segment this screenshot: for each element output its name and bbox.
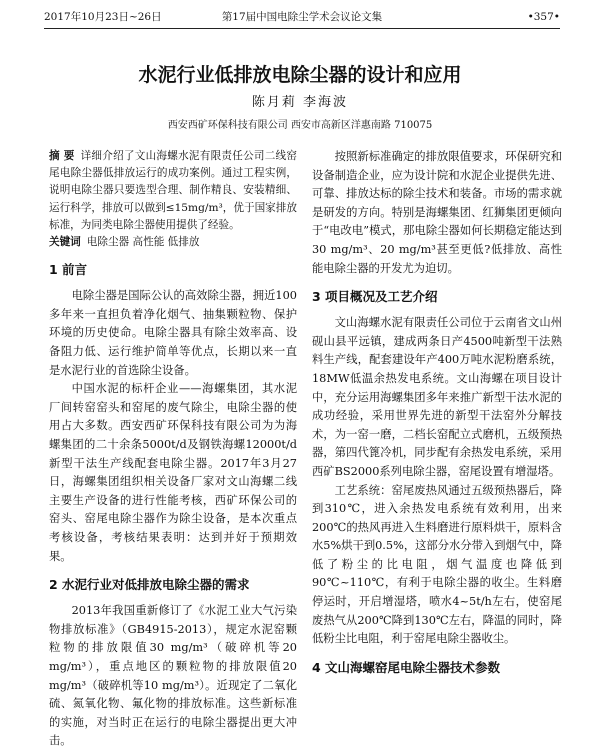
page-number: •357• xyxy=(527,11,560,23)
section-1-paragraph: 电除尘器是国际公认的高效除尘器，拥近100多年来一直担负着净化烟气、抽集颗粒物、保护环境的历史使命。电除尘器具有除尘效率高、设备阻力低、运行维护简单等优点，长期以来一直是水泥行业的首选除尘设备。 xyxy=(49,289,297,377)
keywords xyxy=(49,234,297,251)
running-head-date: 2017年10月23日~26日 xyxy=(44,11,162,23)
section-1-heading: 1 前言 xyxy=(49,262,88,278)
section-2-heading: 2 水泥行业对低排放电除尘器的需求 xyxy=(49,577,250,593)
keywords-text: 电除尘器 高性能 低排放 xyxy=(86,236,200,249)
section-3-heading: 3 项目概况及工艺介绍 xyxy=(312,289,438,305)
section-4-heading: 4 文山海螺窑尾电除尘器技术参数 xyxy=(312,659,501,675)
right-column xyxy=(312,148,562,685)
paper-affiliation: 西安西矿环保科技有限公司 西安市高新区洋惠南路 710075 xyxy=(167,120,433,131)
keywords-label: 关键词 xyxy=(49,236,81,249)
section-3-paragraph: 文山海螺水泥有限责任公司位于云南省文山州砚山县平远镇，建成两条日产4500吨新型干法熟料生产线，配套建设年产400万吨水泥粉磨系统，18MW低温余热发电系统。文山海螺在项目设计中，充分运用海螺集团多年来推广新型干法水泥的成功经验，采用世界先进的新型干法窑外分解技术，为一窑一磨，二档长窑配立式磨机，五级预热器，第四代篦冷机，同步配有余热发电系统，采用西矿BS2000系列电除尘器，窑尾设置有增湿塔。 xyxy=(312,316,562,478)
section-2-paragraph: 2013年我国重新修订了《水泥工业大气污染物排放标准》（GB4915-2013），规定水泥窑颗粒物的排放限值30 mg/m³（破碎机等20 mg/m³），重点地区的颗粒物的排放限值20 mg/m³（破碎机等10 mg/m³）。近现定了二氧化硫、氮氧化物、氟化物的排放标准。这些新标准的实施，对当时正在运行的电除尘器提出更大冲击。 xyxy=(49,604,297,748)
running-head xyxy=(44,6,560,29)
running-head-proceedings: 第17届中国电除尘学术会议论文集 xyxy=(221,11,383,23)
abstract-text: 详细介绍了文山海螺水泥有限责任公司二线窑尾电除尘器低排放运行的成功案例。通过工程实例，说明电除尘器只要选型合理、制作精良、安装精细、运行科学，排放可以做到≤15mg/m³，优于国家排放标准，为同类电除尘器使用提供了经验。 xyxy=(49,150,297,231)
abstract xyxy=(49,148,297,234)
section-2-paragraph: 按照新标准确定的排放限值要求，环保研究和设备制造企业，应为设计院和水泥企业提供先进、可靠、排放达标的除尘技术和装备。市场的需求就是研发的方向。特别是海螺集团、红狮集团更倾向于“电改电”模式，那电除尘器如何长期稳定能达到30 mg/m³、20 mg/m³甚至更低?低排放、高性能电除尘器的开发尤为迫切。 xyxy=(312,150,562,275)
abstract-label: 摘 要 xyxy=(49,150,75,162)
section-3-paragraph: 工艺系统：窑尾废热风通过五级预热器后，降到310℃，进入余热发电系统有效利用，出来200℃的热风再进入生料磨进行原料烘干，原料含水5%烘干到0.5%，这部分水分带入到烟气中，降低了粉尘的比电阻，烟气温度也降低到90℃~110℃，有利于电除尘器的收尘。生料磨停运时，开启增湿塔，喷水4~5t/h左右，使窑尾废热气从200℃降到130℃左右，降温的同时，降低粉尘比电阻，利于窑尾电除尘器收尘。 xyxy=(312,483,562,646)
paper-authors: 陈月莉 李海波 xyxy=(251,95,349,110)
left-column xyxy=(49,148,297,751)
paper-title: 水泥行业低排放电除尘器的设计和应用 xyxy=(138,64,462,86)
section-1-paragraph: 中国水泥的标杆企业——海螺集团，其水泥厂间转窑窑头和窑尾的废气除尘，电除尘器的使用占大多数。西安西矿环保科技有限公司为为海螺集团的二十余条5000t/d及钢铁海螺12000t/d新型干法生产线配套电除尘器。2017年3月27日，海螺集团组织相关设备厂家对文山海螺二线主要生产设备的进行性能考核，西矿环保公司的窑头、窑尾电除尘器作为除尘设备，是本次重点考核设备，考核结果表明：达到并好于预期效果。 xyxy=(49,382,297,563)
